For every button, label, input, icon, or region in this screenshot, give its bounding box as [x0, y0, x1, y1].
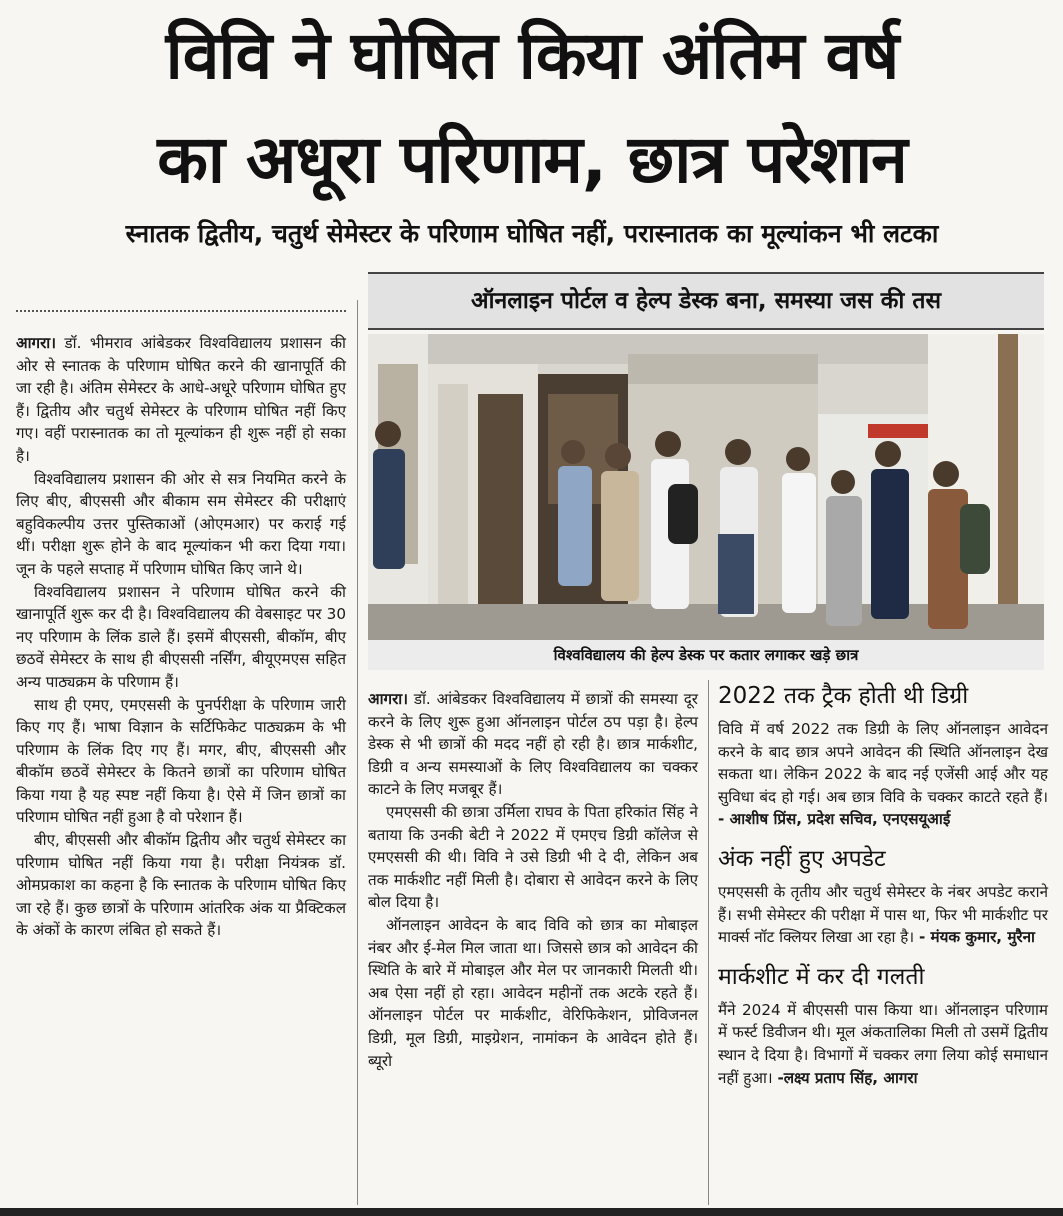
story-paragraph: बीए, बीएससी और बीकॉम द्वितीय और चतुर्थ सेमेस्टर का परिणाम घोषित नहीं किया गया है। परीक्षा नियंत्रक डॉ. ओमप्रकाश का कहना है कि स्नातक के परिणाम घोषित किए जा रहे हैं। कुछ छात्रों के परिणाम आंतरिक अंक या प्रैक्टिकल के अंकों के कारण लंबित हो सकते हैं। — [16, 831, 346, 940]
divider — [16, 310, 346, 312]
second-story — [368, 688, 698, 1072]
quote-signature: - आशीष प्रिंस, प्रदेश सचिव, एनएसयूआई — [718, 810, 951, 829]
quote-box — [718, 843, 1048, 949]
dateline: आगरा। — [16, 334, 56, 352]
story-paragraph: आगरा। डॉ. भीमराव आंबेडकर विश्वविद्यालय प्रशासन की ओर से स्नातक के परिणाम घोषित करने की खानापूर्ति की जा रही है। अंतिम सेमेस्टर के आधे-अधूरे परिणाम घोषित हुए हैं। द्वितीय और चतुर्थ सेमेस्टर के परिणाम घोषित नहीं किए गए। वहीं परास्नातक का तो मूल्यांकन ही शुरू नहीं हो सका है। — [16, 334, 346, 465]
dateline: आगरा। — [368, 690, 408, 708]
column-divider — [708, 680, 709, 1205]
quote-box — [718, 961, 1048, 1089]
column-divider — [357, 300, 358, 1205]
quote-heading: 2022 तक ट्रैक होती थी डिग्री — [718, 683, 969, 709]
story-paragraph: ऑनलाइन आवेदन के बाद विवि को छात्र का मोबाइल नंबर और ई-मेल मिल जाता था। जिससे छात्र को आवेदन की स्थिति के बारे में मोबाइल और मेल पर जानकारी मिलती थी। अब ऐसा नहीं हो रहा। आवेदन महीनों तक अटके रहते हैं। ऑनलाइन पोर्टल पर मार्कशीट, वेरिफिकेशन, प्रोविजनल डिग्री, मूल डिग्री, माइग्रेशन, नामांकन के आवेदन होते हैं। ब्यूरो — [368, 915, 698, 1070]
photo-caption: विश्वविद्यालय की हेल्प डेस्क पर कतार लगाकर खड़े छात्र — [368, 640, 1044, 670]
news-photo — [368, 334, 1044, 640]
story-paragraph: विश्वविद्यालय प्रशासन की ओर से सत्र नियमित करने के लिए बीए, बीएससी और बीकाम सम सेमेस्टर की परीक्षाएं बहुविकल्पीय उत्तर पुस्तिकाओं (ओएमआर) पर कराई गई थीं। परीक्षा शुरू होने के बाद मूल्यांकन भी करा दिया गया। जून के पहले सप्ताह में परिणाम घोषित किए जाने थे। — [16, 469, 346, 578]
sidebar-quotes — [718, 680, 1048, 1101]
headline-line-2: का अधूरा परिणाम, छात्र परेशान — [157, 121, 907, 198]
section-banner: ऑनलाइन पोर्टल व हेल्प डेस्क बना, समस्या जस की तस — [368, 272, 1044, 330]
story-paragraph: साथ ही एमए, एमएससी के पुनर्परीक्षा के परिणाम जारी किए गए हैं। भाषा विज्ञान के सर्टिफिकेट पाठ्यक्रम के भी परिणाम के लिंक दिए गए हैं। मगर, बीए, बीएससी और बीकॉम छठवें सेमेस्टर के कितने छात्रों का परिणाम घोषित किया गया है यह स्पष्ट नहीं किया है। ऐसे में जिन छात्रों का परिणाम घोषित नहीं हुआ है वो परेशान हैं। — [16, 695, 346, 827]
quote-signature: -लक्ष्य प्रताप सिंह, आगरा — [777, 1068, 918, 1087]
headline-line-1: विवि ने घोषित किया अंतिम वर्ष — [165, 17, 899, 94]
quote-signature: - मंयक कुमार, मुरैना — [918, 928, 1035, 947]
page-bottom-border — [0, 1208, 1063, 1216]
subheadline: स्नातक द्वितीय, चतुर्थ सेमेस्टर के परिणाम घोषित नहीं, परास्नातक का मूल्यांकन भी लटका — [125, 219, 939, 248]
headline — [14, 4, 1050, 212]
quote-body: मैंने 2024 में बीएससी पास किया था। ऑनलाइन परिणाम में फर्स्ट डिवीजन थी। मूल अंकतालिका मिली तो उसमें द्वितीय स्थान दे दिया है। विभागों में चक्कर लगा लिया कोई समाधान नहीं हुआ। — [718, 1000, 1048, 1087]
story-paragraph: एमएससी की छात्रा उर्मिला राघव के पिता हरिकांत सिंह ने बताया कि उनकी बेटी ने 2022 में एमएच डिग्री कॉलेज से एमएससी की थी। विवि ने उसे डिग्री भी दे दी, लेकिन अब तक मार्कशीट नहीं मिली है। दोबारा से आवेदन करने के लिए बोल दिया है। — [368, 802, 698, 912]
quote-heading: मार्कशीट में कर दी गलती — [718, 963, 925, 990]
main-story — [16, 332, 346, 942]
quote-box — [718, 680, 1048, 831]
quote-heading: अंक नहीं हुए अपडेट — [718, 845, 886, 872]
students-queue-photo — [368, 334, 1044, 640]
quote-body: विवि में वर्ष 2022 तक डिग्री के लिए ऑनलाइन आवेदन करने के बाद छात्र अपने आवेदन की स्थिति ऑनलाइन देख सकता था। लेकिन 2022 के बाद नई एजेंसी आई और यह सुविधा बंद हो गई। अब छात्र विवि के चक्कर काटते रहते हैं। — [718, 720, 1048, 806]
quote-body: एमएससी के तृतीय और चतुर्थ सेमेस्टर के नंबर अपडेट कराने हैं। सभी सेमेस्टर की परीक्षा में पास था, फिर भी मार्कशीट पर मार्क्स नॉट क्लियर लिखा आ रहा है। — [718, 882, 1048, 947]
story-paragraph: आगरा। डॉ. आंबेडकर विश्वविद्यालय में छात्रों की समस्या दूर करने के लिए शुरू हुआ ऑनलाइन पोर्टल ठप पड़ा है। हेल्प डेस्क से भी छात्रों की मदद नहीं हो रही है। छात्र मार्कशीट, डिग्री व अन्य समस्याओं के लिए विश्वविद्यालय का चक्कर काटने के लिए मजबूर हैं। — [368, 690, 698, 799]
story-paragraph: विश्वविद्यालय प्रशासन ने परिणाम घोषित करने की खानापूर्ति शुरू कर दी है। विश्वविद्यालय की वेबसाइट पर 30 नए परिणाम के लिंक डाले हैं। इसमें बीएससी, बीकॉम, बीए छठवें सेमेस्टर के साथ ही बीएससी नर्सिंग, बीयूएमएस सहित अन्य पाठ्यक्रम के परिणाम हैं। — [16, 582, 346, 691]
